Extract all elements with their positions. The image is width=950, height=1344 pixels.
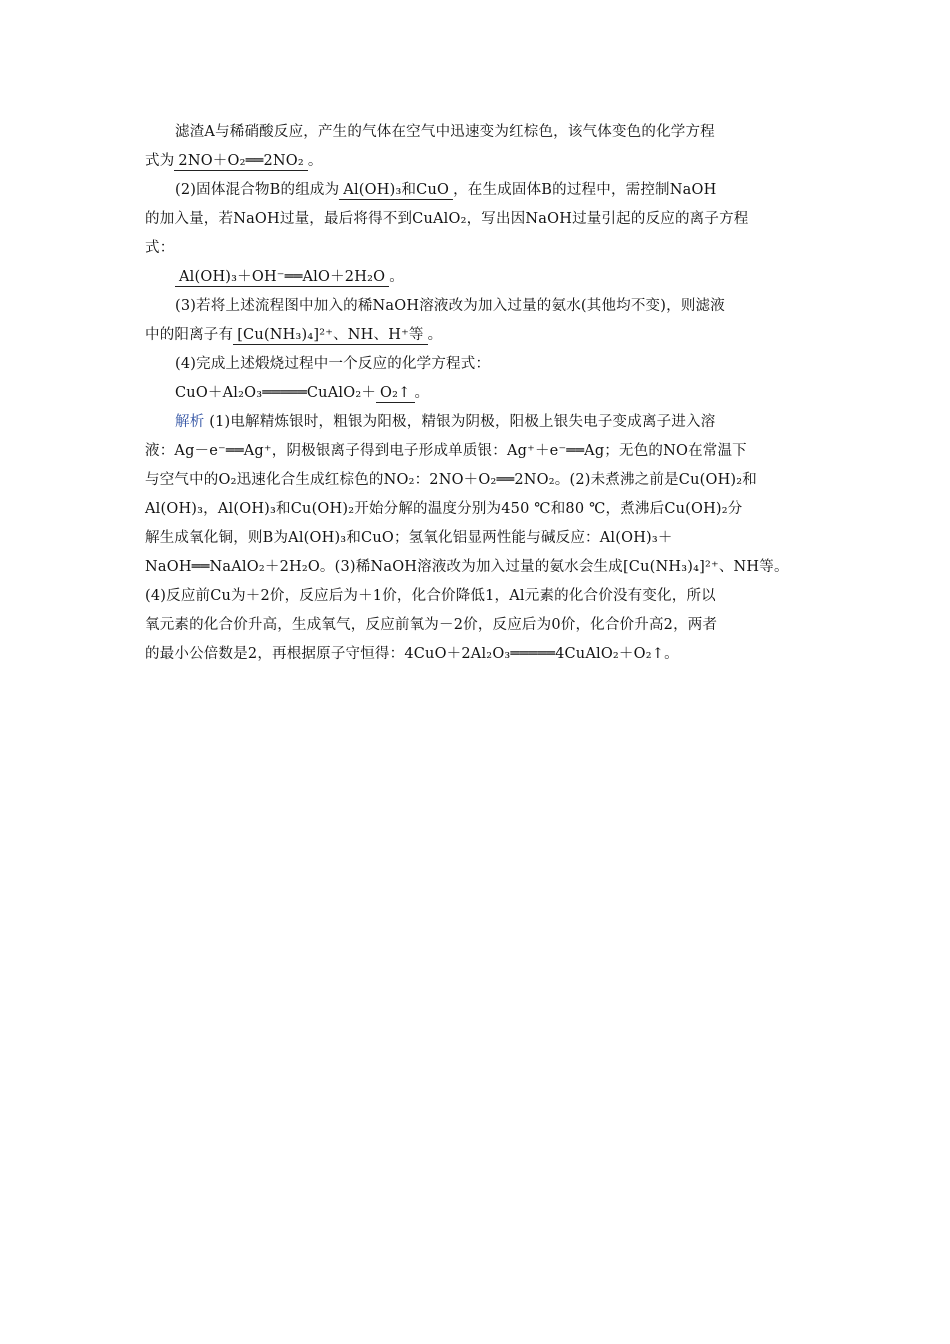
p1-prefix: 式为 [145,153,175,169]
p2-line-3: 式： [145,240,175,256]
analysis-line-8: 氧元素的化合价升高，生成氧气，反应前氧为－2价，反应后为0价，化合价升高2，两者 [145,617,718,633]
document-body [145,118,805,669]
answer-blank-5: O₂↑ [376,385,414,403]
p1-line-1: 滤渣A与稀硝酸反应，产生的气体在空气中迅速变为红棕色，该气体变色的化学方程 [175,124,715,140]
answer-blank-4: [Cu(NH₃)₄]²⁺、NH、H⁺等 [233,327,427,345]
p4-line-2 [145,379,805,408]
p4-line-1: (4)完成上述煅烧过程中一个反应的化学方程式： [175,356,491,372]
analysis-line-5: 解生成氧化铜，则B为Al(OH)₃和CuO；氢氧化铝显两性能与碱反应：Al(OH)₃＋ [145,530,673,546]
answer-blank-3: Al(OH)₃＋OH⁻══AlO＋2H₂O [175,269,389,287]
p2-line-2: 的加入量，若NaOH过量，最后将得不到CuAlO₂，写出因NaOH过量引起的反应的离子方程 [145,211,749,227]
p3-line-1: (3)若将上述流程图中加入的稀NaOH溶液改为加入过量的氨水(其他均不变)，则滤液 [175,298,725,314]
p2-prefix: (2)固体混合物B的组成为 [175,182,340,198]
analysis-line-9: 的最小公倍数是2，再根据原子守恒得：4CuO＋2Al₂O₃═════4CuAlO₂＋O₂↑。 [145,646,679,662]
p4-suffix: 。 [414,385,430,401]
analysis-line-3: 与空气中的O₂迅速化合生成红棕色的NO₂：2NO＋O₂══2NO₂。(2)未煮沸之前是Cu(OH)₂和 [145,472,757,488]
p2-suffix: ，在生成固体B的过程中，需控制NaOH [453,182,717,198]
p4-prefix: CuO＋Al₂O₃═════CuAlO₂＋ [175,385,377,401]
analysis-line-6: NaOH══NaAlO₂＋2H₂O。(3)稀NaOH溶液改为加入过量的氨水会生成[Cu(NH₃)₄]²⁺、NH等。 [145,559,789,575]
answer-blank-1: 2NO＋O₂══2NO₂ [174,153,307,171]
p1-line-2 [145,147,805,176]
p3-line-2 [145,321,805,350]
p3-suffix: 。 [427,327,443,343]
analysis-text-1: (1)电解精炼银时，粗银为阳极，精银为阴极，阳极上银失电子变成离子进入溶 [209,414,716,430]
p2-line-1 [145,176,805,205]
p1-suffix: 。 [307,153,323,169]
analysis-line-1 [145,408,805,437]
answer-blank-2: Al(OH)₃和CuO [339,182,453,200]
analysis-line-2: 液：Ag－e⁻══Ag⁺，阴极银离子得到电子形成单质银：Ag⁺＋e⁻══Ag；无色的NO在常温下 [145,443,747,459]
analysis-line-7: (4)反应前Cu为＋2价，反应后为＋1价，化合价降低1，Al元素的化合价没有变化，所以 [145,588,716,604]
analysis-line-4: Al(OH)₃，Al(OH)₃和Cu(OH)₂开始分解的温度分别为450 ℃和80 ℃，煮沸后Cu(OH)₂分 [145,501,743,517]
analysis-label: 解析 [175,414,205,430]
p2-line-4 [145,263,805,292]
p2-line-4-suffix: 。 [389,269,404,285]
p3-prefix: 中的阳离子有 [145,327,234,343]
